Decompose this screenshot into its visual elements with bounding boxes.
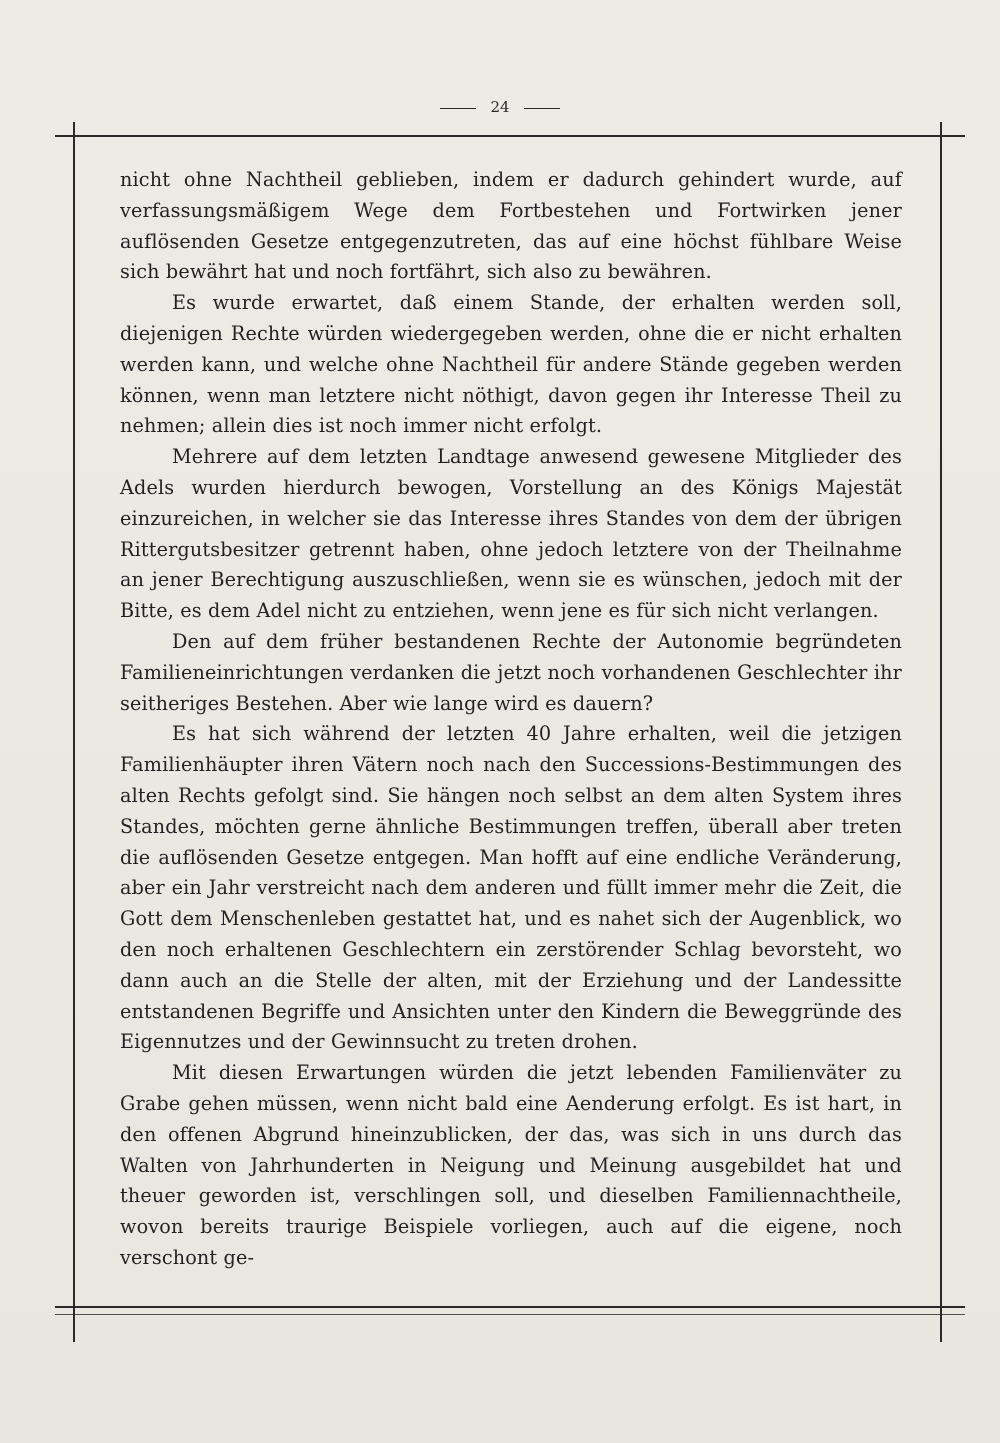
frame-left-rule [73,122,75,1342]
paragraph: Den auf dem früher bestandenen Rechte der Autonomie begründeten Familieneinrichtungen verdanken die jetzt noch vorhandenen Geschlechter ihr seitheriges Bestehen. Aber wie lange wird es dauern? [120,629,902,715]
header-dash-left [440,108,476,109]
header-dash-right [524,108,560,109]
frame-bottom-rule [55,1306,965,1308]
paragraph: Es hat sich während der letzten 40 Jahre erhalten, weil die jetzigen Familienhäupter ihren Vätern noch nach den Successions-Bestimmungen des alten Rechts gefolgt sind. Sie hängen noch selbst an dem alten System ihres Standes, möchten gerne ähnliche Bestimmungen treffen, überall aber treten die auflösenden Gesetze entgegen. Man hofft auf eine endliche Veränderung, aber ein Jahr verstreicht nach dem anderen und füllt immer mehr die Zeit, die Gott dem Menschenleben gestattet hat, und es nahet sich der Augenblick, wo den noch erhaltenen Geschlechtern ein zerstörender Schlag bevorsteht, wo dann auch an die Stelle der alten, mit der Erziehung und der Landessitte entstandenen Begriffe und Ansichten unter den Kindern die Beweggründe des Eigennutzes und der Gewinnsucht zu treten drohen. [120,722,902,1054]
paragraph: nicht ohne Nachtheil geblieben, indem er dadurch gehindert wurde, auf verfassungsmäßigem Wege dem Fortbestehen und Fortwirken jener auflösenden Gesetze entgegenzutreten, das auf eine höchst fühlbare Weise sich bewährt hat und noch fortfährt, sich also zu bewähren. [120,168,902,284]
frame-top-rule [55,135,965,137]
frame-right-rule [940,122,942,1342]
paragraph: Mit diesen Erwartungen würden die jetzt lebenden Familienväter zu Grabe gehen müssen, wenn nicht bald eine Aenderung erfolgt. Es ist hart, in den offenen Abgrund hineinzublicken, der das, was sich in uns durch das Walten von Jahrhunderten in Neigung und Meinung ausgebildet hat und theuer geworden ist, verschlingen soll, und dieselben Familiennachtheile, wovon bereits traurige Beispiele vorliegen, auch auf die eigene, noch verschont ge- [120,1061,902,1269]
body-text [120,165,902,1274]
page-header [0,98,1000,116]
paragraph: Es wurde erwartet, daß einem Stande, der erhalten werden soll, diejenigen Rechte würden wiedergegeben werden, ohne die er nicht erhalten werden kann, und welche ohne Nachtheil für andere Stände gegeben werden können, wenn man letztere nicht nöthigt, davon gegen ihr Interesse Theil zu nehmen; allein dies ist noch immer nicht erfolgt. [120,291,902,438]
page-number: 24 [490,98,510,116]
frame-bottom-rule-thin [55,1314,965,1315]
paragraph: Mehrere auf dem letzten Landtage anwesend gewesene Mitglieder des Adels wurden hierdurch bewogen, Vorstellung an des Königs Majestät einzureichen, in welcher sie das Interesse ihres Standes von dem der übrigen Rittergutsbesitzer getrennt haben, ohne jedoch letztere von der Theilnahme an jener Berechtigung auszuschließen, wenn sie es wünschen, jedoch mit der Bitte, es dem Adel nicht zu entziehen, wenn jene es für sich nicht verlangen. [120,445,902,623]
